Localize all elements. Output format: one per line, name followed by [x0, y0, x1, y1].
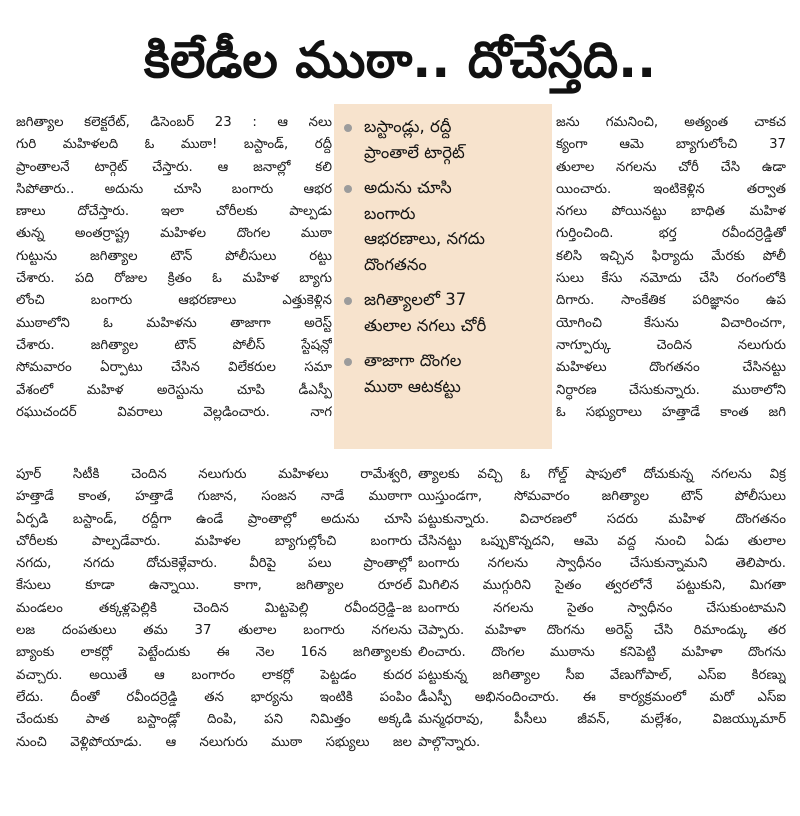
- text-line: నిర్ధారణ చేసుకున్నారు. ముఠాలోని: [556, 382, 786, 398]
- highlight-item: [344, 114, 544, 165]
- text-line: దిగారు. సాంకేతిక పరిజ్ఞానం ఉప: [556, 293, 786, 309]
- highlight-text: [364, 287, 486, 338]
- text-line: వచ్చారు. అయితే ఆ బంగారం లాకర్లో పెట్టడం కుదర: [16, 667, 412, 683]
- text-line: సిపోతారు.. అదును చూసి బంగారు ఆభర: [16, 181, 332, 197]
- article-column-left: [16, 112, 332, 424]
- highlights-box: [334, 104, 552, 449]
- highlight-text: [364, 348, 461, 399]
- highlight-item: [344, 348, 544, 399]
- headline: కిలేడీల ముఠా.. దోచేస్తది..: [143, 31, 657, 89]
- bullet-icon: [344, 185, 352, 193]
- highlight-line: ప్రాంతాలే టార్గెట్: [364, 142, 465, 162]
- article-column-right: [556, 112, 786, 424]
- text-line: యిస్తుండగా, సోమవారం జగిత్యాల టౌన్ పోలీసులు: [418, 489, 786, 505]
- text-line: యించారు. ఇంటికెళ్లిన తర్వాత: [556, 181, 786, 197]
- text-line: బంగారు నగలను స్వాధీనం చేసుకున్నామని తెలిపారు.: [418, 556, 786, 572]
- article-column-bottom-left: [16, 464, 412, 754]
- text-line: మన్మధరావు, పీసీలు జీవన్, మల్లేశం, విజయ్కుమార్: [418, 712, 786, 728]
- highlight-line: ఆభరణాలు, నగదు: [364, 229, 486, 248]
- text-line: మండలం తక్కళ్లపెల్లికి చెందిన మిట్టపెల్లి రవీందర్రెడ్డి–జ: [16, 600, 412, 616]
- text-line: గురి మహిళలది ఓ ముఠా! బస్టాండ్, రద్దీ: [16, 137, 332, 153]
- highlight-line: ముఠా ఆటకట్టు: [364, 376, 461, 396]
- text-line: డీఎస్పీ అభినందించారు. ఈ కార్యక్రమంలో మరో ఎస్ఐ: [418, 689, 786, 705]
- highlight-line: తాజాగా దొంగల: [364, 351, 462, 370]
- highlight-line: బస్టాండ్లు, రద్దీ: [364, 117, 452, 136]
- text-line: నగలు పోయినట్టు బాధిత మహిళ: [556, 204, 786, 220]
- text-line: ఓ సభ్యురాలు హత్తాడే కాంత జగి: [556, 404, 786, 420]
- text-line: చేశారు. పది రోజుల క్రితం ఓ మహిళ బ్యాగు: [16, 271, 332, 287]
- highlight-line: జగిత్యాలలో 37: [364, 290, 467, 309]
- text-line: రఘుచందర్ వివరాలు వెల్లడించారు. నాగ: [16, 404, 332, 420]
- text-line: తులాల నగలను చోరీ చేసి ఉడా: [556, 159, 786, 175]
- highlight-item: [344, 287, 544, 338]
- highlight-text: [364, 175, 485, 277]
- text-line: లజ దంపతులు తమ 37 తులాల బంగారు నగలను: [16, 623, 412, 639]
- text-line: నాగ్పూర్కు చెందిన నలుగురు: [556, 337, 786, 353]
- text-line: చెప్పారు. మహిళా దొంగను అరెస్ట్ చేసి రిమాండ్కు తర: [418, 623, 786, 639]
- text-line: బ్యాంకు లాకర్లో పెట్టేందుకు ఈ నెల 16న జగిత్యాలకు: [16, 645, 412, 661]
- text-line: కేసులు కూడా ఉన్నాయి. కాగా, జగిత్యాల రూరల్: [16, 578, 412, 594]
- highlight-text: [364, 114, 465, 165]
- text-line: పట్టుకున్న జగిత్యాల సీఐ వేణుగోపాల్, ఎస్ఐ కిరణ్ను: [418, 667, 786, 683]
- bullet-icon: [344, 297, 352, 305]
- text-line: గుర్తించింది. భర్త రవీందర్రెడ్డితో: [556, 226, 786, 242]
- text-line: బంగారు నగలను సైతం స్వాధీనం చేసుకుంటామని: [418, 600, 786, 616]
- text-line: లోంచి బంగారు ఆభరణాలు ఎత్తుకెళ్లిన: [16, 293, 332, 309]
- text-line: నుంచి వెళ్లిపోయాడు. ఆ నలుగురు ముఠా సభ్యులు జల: [16, 734, 412, 750]
- text-line: లేదు. దీంతో రవీందర్రెడ్డి తన భార్యను ఇంటికి పంపిం: [16, 689, 412, 705]
- highlight-item: [344, 175, 544, 277]
- text-line: ప్రాంతాలనే టార్గెట్ చేస్తారు. ఆ జనాల్లో కలి: [16, 159, 332, 175]
- bullet-icon: [344, 124, 352, 132]
- text-line: జగిత్యాల కలెక్టరేట్, డిసెంబర్ 23 : ఆ నలు: [16, 115, 332, 130]
- text-line: మహిళలు దొంగతనం చేసినట్టు: [556, 360, 786, 376]
- text-line: త్యాలకు వచ్చి ఓ గోల్డ్ షాపులో దోచుకున్న నగలను విక్ర: [418, 467, 786, 482]
- text-line: నగదు, నగదు దోచుకెళ్లేవారు. వీరిపై పలు ప్రాంతాల్లో: [16, 556, 412, 572]
- text-line: చేందుకు పాత బస్టాండ్లో దింపి, పని నిమిత్తం అక్కడి: [16, 712, 412, 728]
- text-line: సులు కేసు నమోదు చేసి రంగంలోకి: [556, 271, 786, 287]
- text-line: ణాలు దోచేస్తారు. ఇలా చోరీలకు పాల్పడు: [16, 204, 332, 220]
- article-column-bottom-right: [418, 464, 786, 754]
- text-line: చేశారు. జగిత్యాల టౌన్ పోలీస్ స్టేషన్లో: [16, 337, 332, 353]
- text-line: గుట్టును జగిత్యాల టౌన్ పోలీసులు రట్టు: [16, 248, 332, 264]
- text-line: యోగించి కేసును విచారించగా,: [556, 315, 786, 331]
- text-line: ముఠాలోని ఓ మహిళను తాజాగా అరెస్ట్: [16, 315, 332, 331]
- text-line: క్యంగా ఆమె బ్యాగులోంచి 37: [556, 137, 786, 153]
- text-line: చోరీలకు పాల్పడేవారు. మహిళల బ్యాగుల్లోంచి బంగారు: [16, 533, 412, 549]
- text-line: పాల్గొన్నారు.: [418, 734, 481, 750]
- bullet-icon: [344, 358, 352, 366]
- text-line: ఏర్పడి బస్టాండ్, రద్దీగా ఉండే ప్రాంతాల్లో అదును చూసి: [16, 511, 412, 527]
- highlight-line: తులాల నగలు చోరీ: [364, 315, 487, 335]
- text-line: చేసినట్టు ఒప్పుకొన్నదని, ఆమె వద్ద నుంచి ఏడు తులాల: [418, 533, 786, 549]
- text-line: లించారు. దొంగల ముఠాను కనిపెట్టి మహిళా దొంగను: [418, 645, 786, 661]
- text-line: మిగిలిన ముగ్గురిని సైతం త్వరలోనే పట్టుకుని, మిగతా: [418, 578, 786, 594]
- highlight-line: అదును చూసి: [364, 178, 452, 197]
- text-line: హత్తాడే కాంత, హత్తాడే గుజాన, సంజన నాడే ముఠాగా: [16, 489, 412, 505]
- text-line: తున్న అంతర్రాష్ట్ర మహిళల దొంగల ముఠా: [16, 226, 332, 242]
- text-line: పట్టుకున్నారు. విచారణలో సదరు మహిళ దొంగతనం: [418, 511, 786, 527]
- text-line: సోమవారం ఏర్పాటు చేసిన విలేకరుల సమా: [16, 360, 332, 376]
- highlight-line: బంగారు: [364, 203, 416, 223]
- text-line: వేశంలో మహిళ అరెస్టును చూపి డీఎస్పీ: [16, 382, 332, 398]
- text-line: జను గమనించి, అత్యంత చాకచ: [556, 115, 786, 130]
- text-line: కలిసి ఇచ్చిన ఫిర్యాదు మేరకు పోలీ: [556, 248, 786, 264]
- text-line: పూర్ సిటీకి చెందిన నలుగురు మహిళలు రామేశ్వరి,: [16, 467, 412, 482]
- highlight-line: దొంగతనం: [364, 254, 427, 274]
